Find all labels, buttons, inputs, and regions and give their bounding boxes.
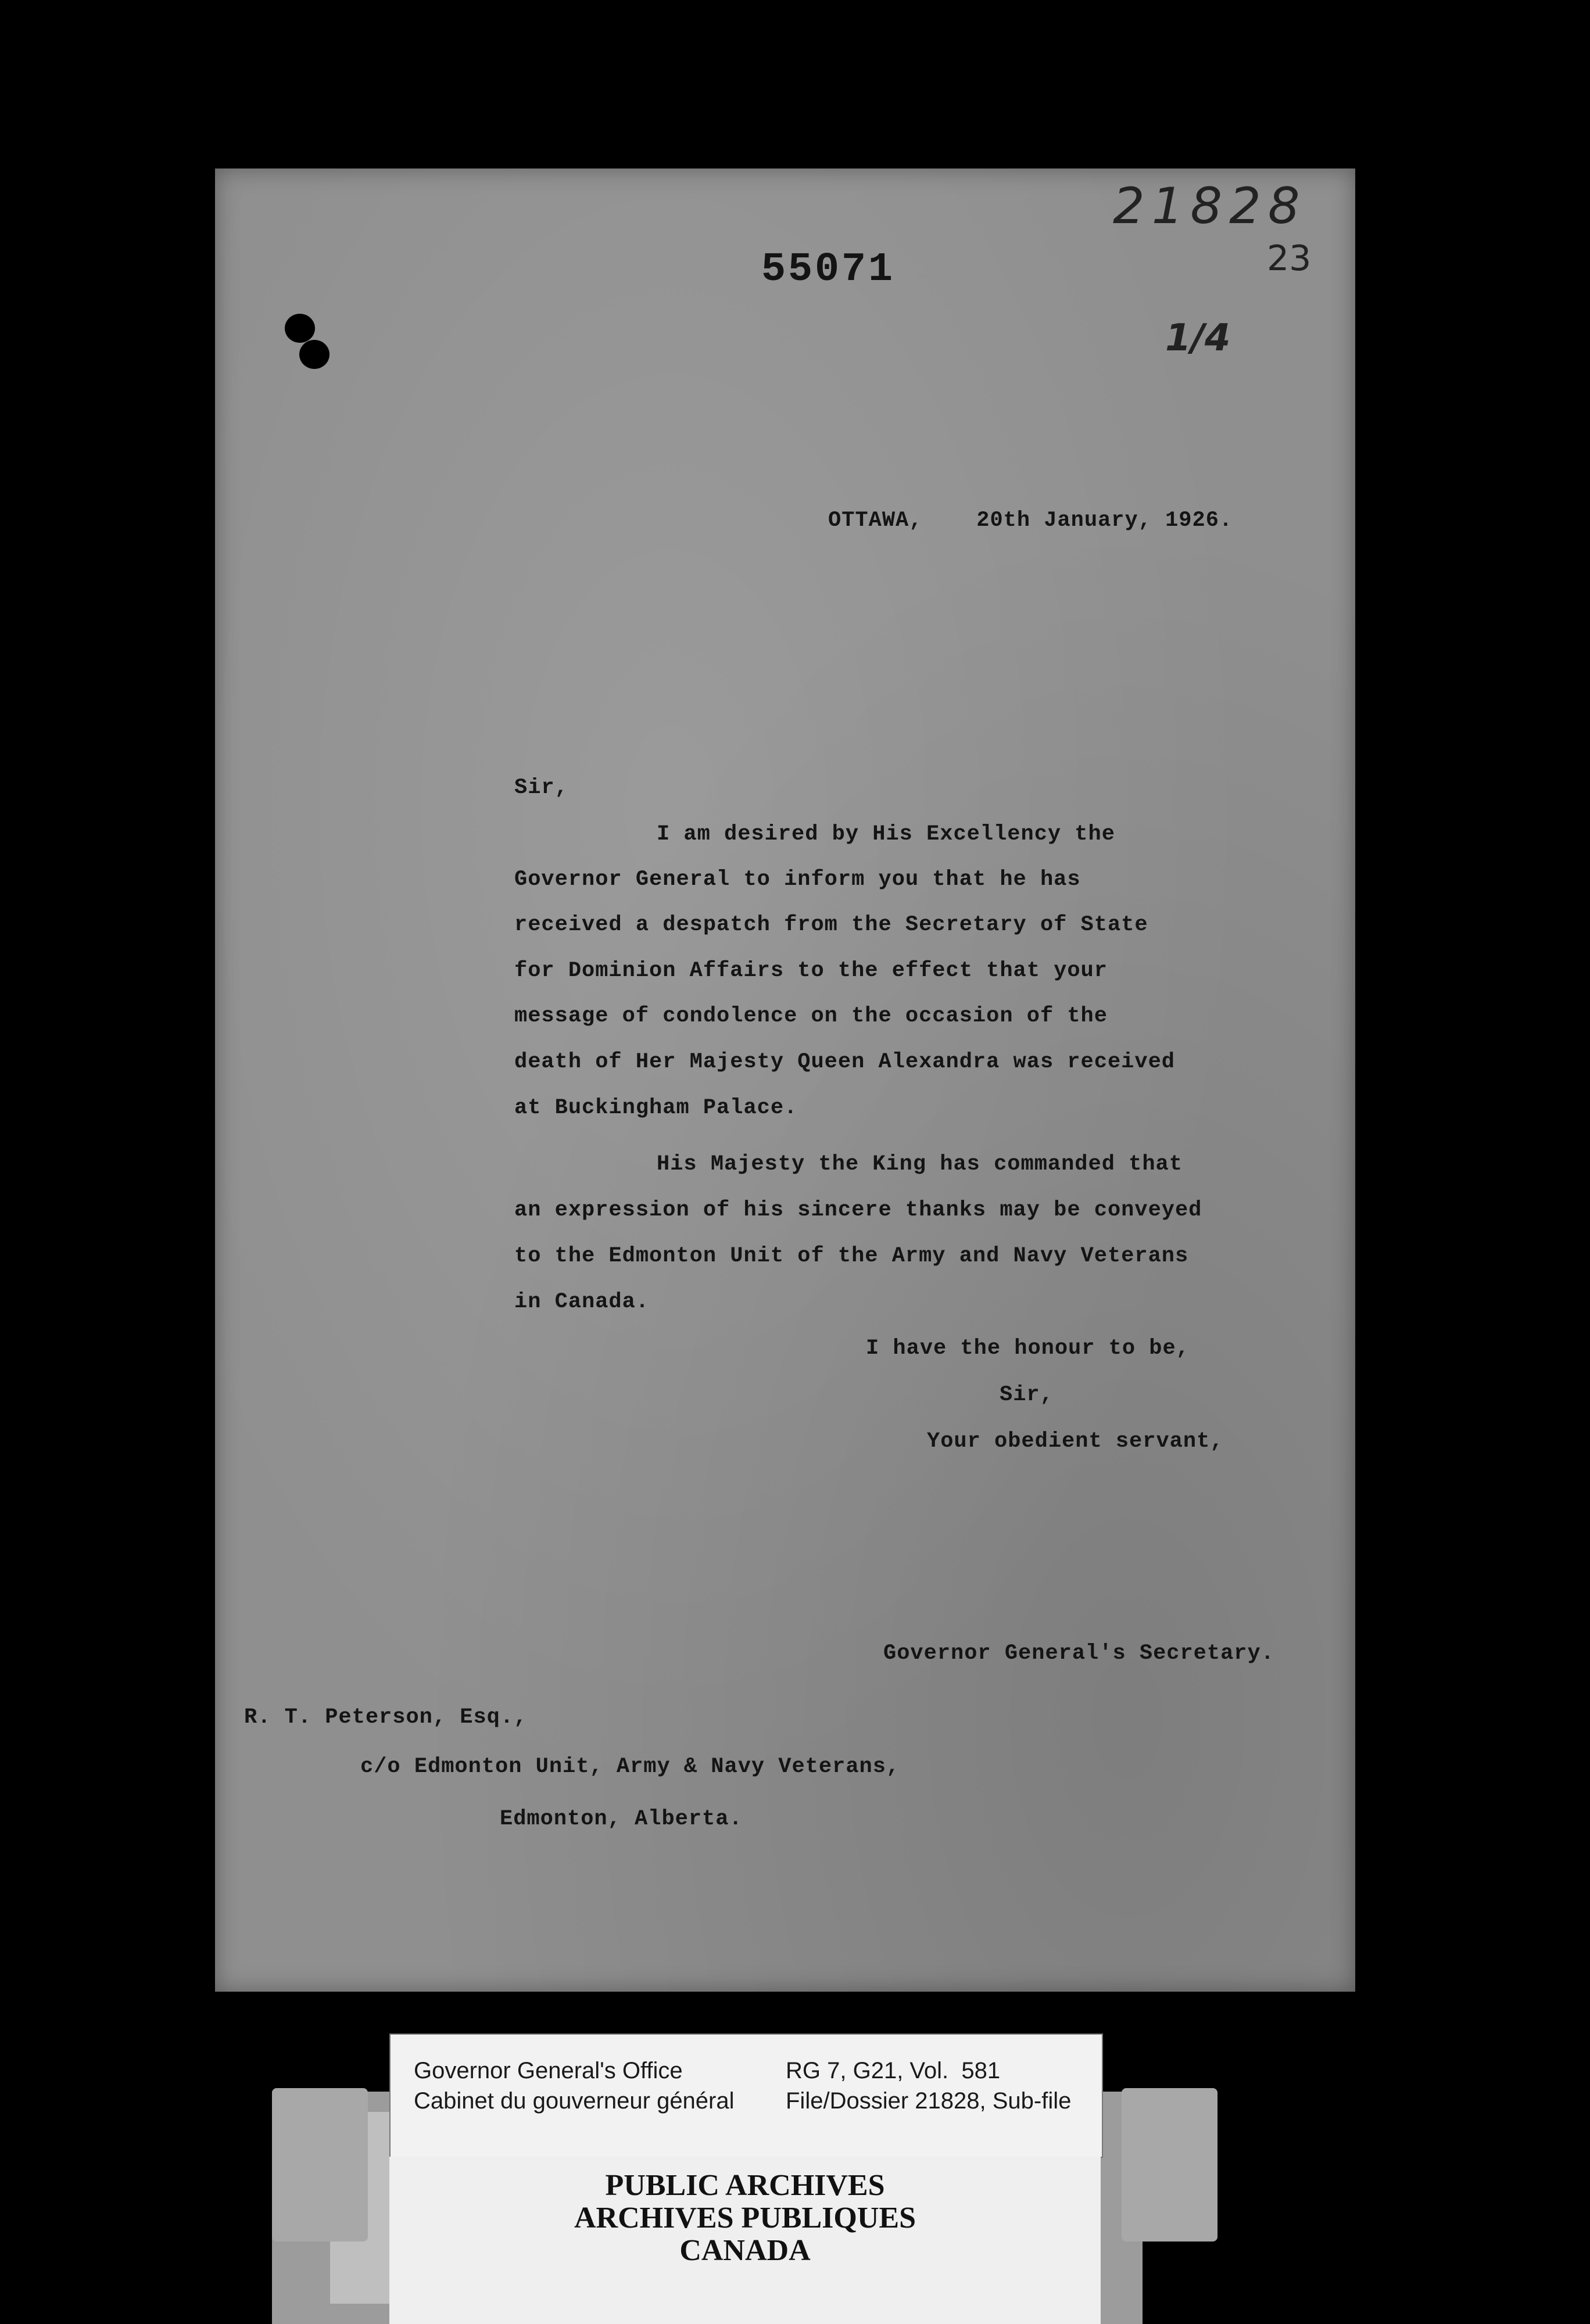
- body-line: received a despatch from the Secretary of State: [514, 913, 1148, 937]
- body-line: an expression of his sincere thanks may be conveyed: [514, 1198, 1202, 1222]
- place-date: OTTAWA, 20th January, 1926.: [828, 508, 1233, 533]
- body-line: Governor General to inform you that he has: [514, 867, 1081, 892]
- body-line: His Majesty the King has commanded that: [657, 1152, 1183, 1177]
- address-line: c/o Edmonton Unit, Army & Navy Veterans,: [360, 1755, 900, 1779]
- body-line: death of Her Majesty Queen Alexandra was received: [514, 1050, 1175, 1074]
- stamp-line: ARCHIVES PUBLIQUES: [574, 2201, 916, 2235]
- salutation: Sir,: [514, 776, 568, 800]
- body-line: message of condolence on the occasion of the: [514, 1004, 1108, 1028]
- public-archives-stamp: [389, 2157, 1101, 2324]
- body-line: at Buckingham Palace.: [514, 1096, 798, 1120]
- handwritten-mark: 1/4: [1165, 317, 1231, 360]
- archive-file: File/Dossier 21828, Sub-file: [786, 2088, 1072, 2114]
- punch-hole-top: [285, 314, 315, 343]
- file-number-stamp: 55071: [761, 247, 896, 293]
- label-tab-left: [272, 2088, 368, 2241]
- handwritten-page-number: 23: [1267, 238, 1312, 279]
- office-french: Cabinet du gouverneur général: [414, 2088, 735, 2114]
- body-line: for Dominion Affairs to the effect that your: [514, 959, 1108, 983]
- stamp-line: PUBLIC ARCHIVES: [605, 2169, 885, 2202]
- label-tab-right: [1122, 2088, 1217, 2241]
- body-line: in Canada.: [514, 1290, 650, 1314]
- archive-info-card: [389, 2033, 1103, 2158]
- office-english: Governor General's Office: [414, 2058, 683, 2083]
- address-line: R. T. Peterson, Esq.,: [244, 1705, 528, 1730]
- address-line: Edmonton, Alberta.: [500, 1807, 743, 1831]
- archive-reference: RG 7, G21, Vol. 581: [786, 2058, 1001, 2083]
- signature-title: Governor General's Secretary.: [883, 1641, 1274, 1666]
- closing-line: Your obedient servant,: [927, 1429, 1224, 1454]
- closing-line: I have the honour to be,: [866, 1336, 1190, 1361]
- closing-line: Sir,: [1000, 1383, 1054, 1407]
- stamp-line: CANADA: [679, 2234, 811, 2267]
- handwritten-file-number: 21828: [1113, 177, 1307, 235]
- body-line: I am desired by His Excellency the: [657, 822, 1115, 847]
- body-line: to the Edmonton Unit of the Army and Navy Veterans: [514, 1244, 1189, 1268]
- punch-hole-bottom: [299, 340, 330, 369]
